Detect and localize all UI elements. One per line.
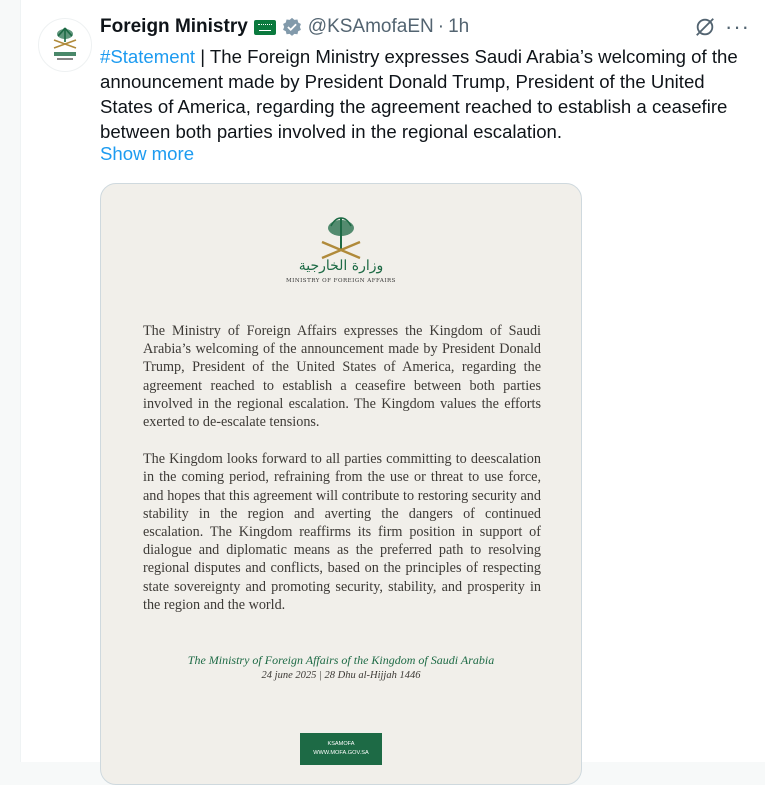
statement-date: 24 june 2025 | 28 Dhu al-Hijjah 1446 <box>261 670 421 681</box>
ministry-label: MINISTRY OF FOREIGN AFFAIRS <box>286 278 396 284</box>
ministry-emblem-icon <box>48 26 82 64</box>
tweet-text <box>100 44 740 144</box>
timestamp[interactable]: 1h <box>448 16 470 37</box>
more-icon[interactable]: ··· <box>725 14 750 39</box>
separator: · <box>437 16 445 37</box>
verified-badge-icon[interactable] <box>282 17 302 37</box>
tweet-header <box>100 14 469 40</box>
saudi-flag-icon <box>254 20 276 35</box>
footer-social-handle: KSAMOFA <box>327 741 355 747</box>
statement-paragraph-2: The Kingdom looks forward to all parties committing to deescalation in the coming period, refraining from the use or threat to use force, and hopes that this agreement will contribute to restoring security and stability in the region and averting the dangers of continued escalation. The Kingdom reaffirms its firm position in support of dialogue and diplomatic means as the preferred path to resolving regional disputes and conflicts, based on the principles of respecting state sovereignty and promoting security, stability, and prosperity in the region and the world. <box>143 451 541 613</box>
statement-paragraph-1: The Ministry of Foreign Affairs expresses the Kingdom of Saudi Arabia’s welcoming of the announcement made by President Donald Trump, President of the United States of America, regarding the agreement reached to establish a ceasefire between both parties involved in the regional escalation. The Kingdom values the efforts exerted to de-escalate tensions. <box>143 323 541 431</box>
arabic-title: وزارة الخارجية <box>298 258 384 274</box>
author-handle[interactable]: @KSAmofaEN <box>307 16 434 37</box>
hashtag-link[interactable]: #Statement <box>100 46 196 67</box>
tweet-body: | The Foreign Ministry expresses Saudi Arabia’s welcoming of the announcement made by President Donald Trump, President of the United States of America, regarding the agreement reached to establish a ceasefire between both parties involved in the regional escalation. <box>100 46 738 142</box>
avatar[interactable] <box>38 18 92 72</box>
statement-body <box>143 322 541 633</box>
statement-signature: The Ministry of Foreign Affairs of the Kingdom of Saudi Arabia <box>187 653 495 667</box>
statement-image[interactable] <box>100 183 582 785</box>
footer-url: WWW.MOFA.GOV.SA <box>313 750 369 756</box>
statement-footer <box>300 733 382 765</box>
grok-icon[interactable] <box>694 16 716 38</box>
author-name[interactable]: Foreign Ministry <box>100 16 248 37</box>
show-more-link[interactable]: Show more <box>100 143 195 164</box>
